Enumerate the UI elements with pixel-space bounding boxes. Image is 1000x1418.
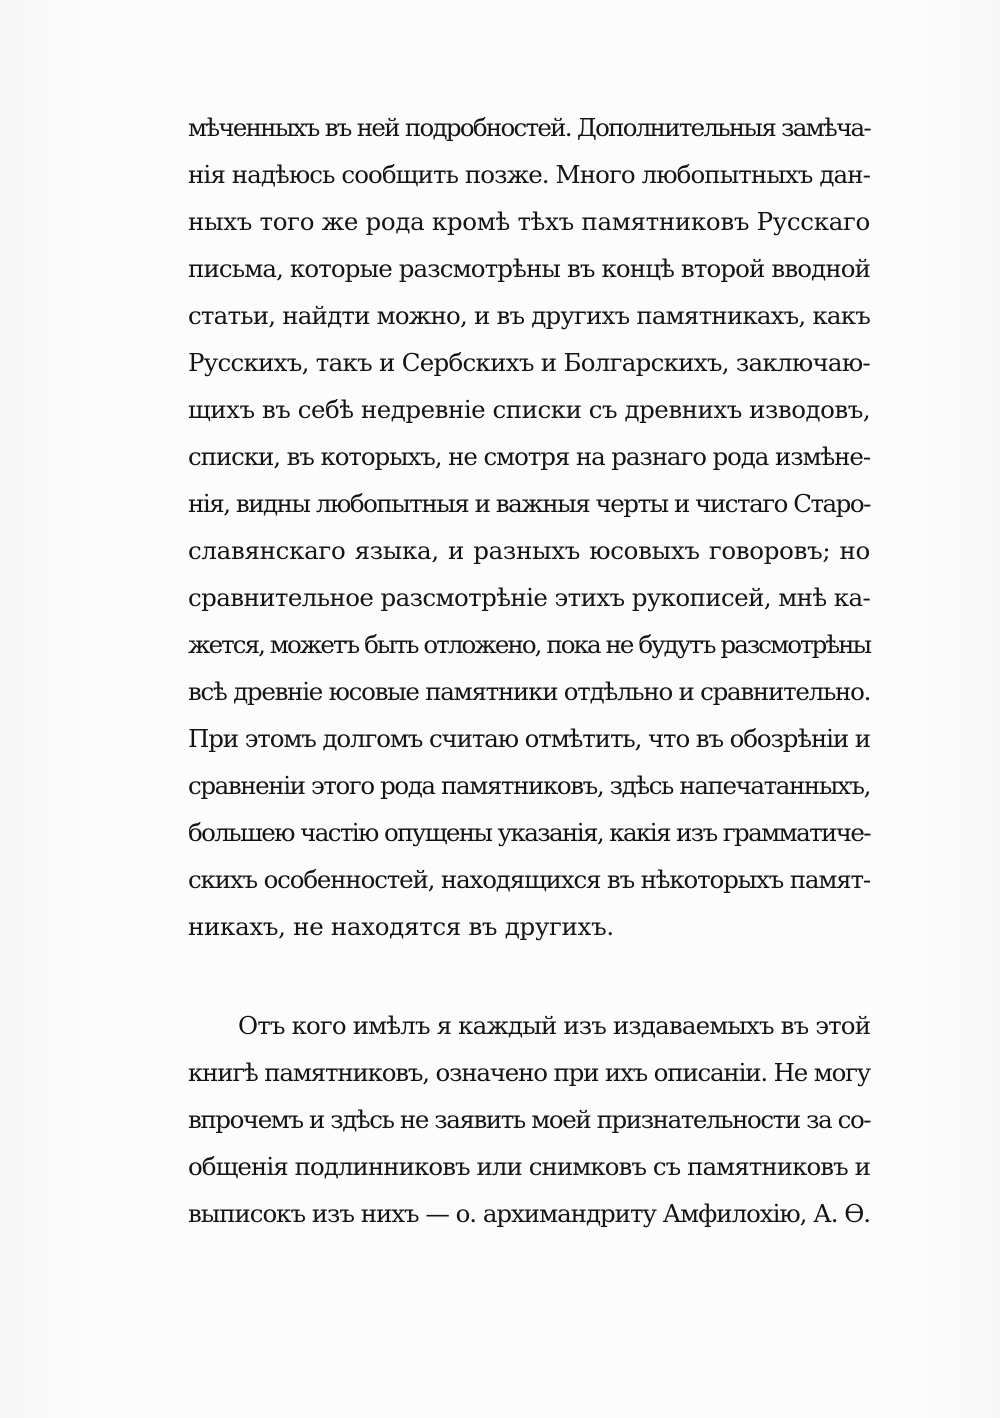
- text-line: нія надѣюсь сообщить позже. Много любопытныхъ дан-: [188, 160, 870, 189]
- text-line: сравнительное разсмотрѣніе этихъ рукописей, мнѣ ка-: [188, 583, 871, 612]
- paragraph-2: [188, 1002, 870, 1237]
- text-line: нія, видны любопытныя и важныя черты и чистаго Старо-: [188, 489, 870, 518]
- text-line: При этомъ долгомъ считаю отмѣтить, что въ обозрѣніи и: [188, 724, 870, 753]
- text-line: списки, въ которыхъ, не смотря на разнаго рода измѣне-: [188, 442, 871, 471]
- text-line: жется, можетъ быть отложено, пока не будутъ разсмотрѣны: [188, 630, 871, 659]
- text-line: общенія подлинниковъ или снимковъ съ памятниковъ и: [188, 1152, 870, 1181]
- text-line: никахъ, не находятся въ другихъ.: [188, 912, 614, 941]
- text-line: сравненіи этого рода памятниковъ, здѣсь напечатанныхъ,: [188, 771, 870, 800]
- text-line: щихъ въ себѣ недревніе списки съ древнихъ изводовъ,: [188, 395, 871, 424]
- text-line: письма, которые разсмотрѣны въ концѣ второй вводной: [188, 254, 871, 283]
- text-line: скихъ особенностей, находящихся въ нѣкоторыхъ памят-: [188, 865, 871, 894]
- text-line: выписокъ изъ нихъ — о. архимандриту Амфилохію, А. Ѳ.: [188, 1199, 870, 1228]
- text-line: Русскихъ, такъ и Сербскихъ и Болгарскихъ, заключаю-: [188, 348, 870, 377]
- text-line: славянскаго языка, и разныхъ юсовыхъ говоровъ; но: [188, 536, 870, 565]
- text-line: ныхъ того же рода кромѣ тѣхъ памятниковъ Русскаго: [188, 207, 870, 236]
- text-line: Отъ кого имѣлъ я каждый изъ издаваемыхъ въ этой: [238, 1011, 871, 1040]
- text-line: книгѣ памятниковъ, означено при ихъ описаніи. Не могу: [188, 1058, 870, 1087]
- text-line: статьи, найдти можно, и въ другихъ памятникахъ, какъ: [188, 301, 870, 330]
- text-line: большею частію опущены указанія, какія изъ грамматиче-: [188, 818, 870, 847]
- text-line: мѣченныхъ въ ней подробностей. Дополнительныя замѣча-: [188, 113, 870, 142]
- paragraph-1: [188, 104, 870, 950]
- text-line: впрочемъ и здѣсь не заявить моей признательности за со-: [188, 1105, 871, 1134]
- text-line: всѣ древніе юсовые памятники отдѣльно и сравнительно.: [188, 677, 871, 706]
